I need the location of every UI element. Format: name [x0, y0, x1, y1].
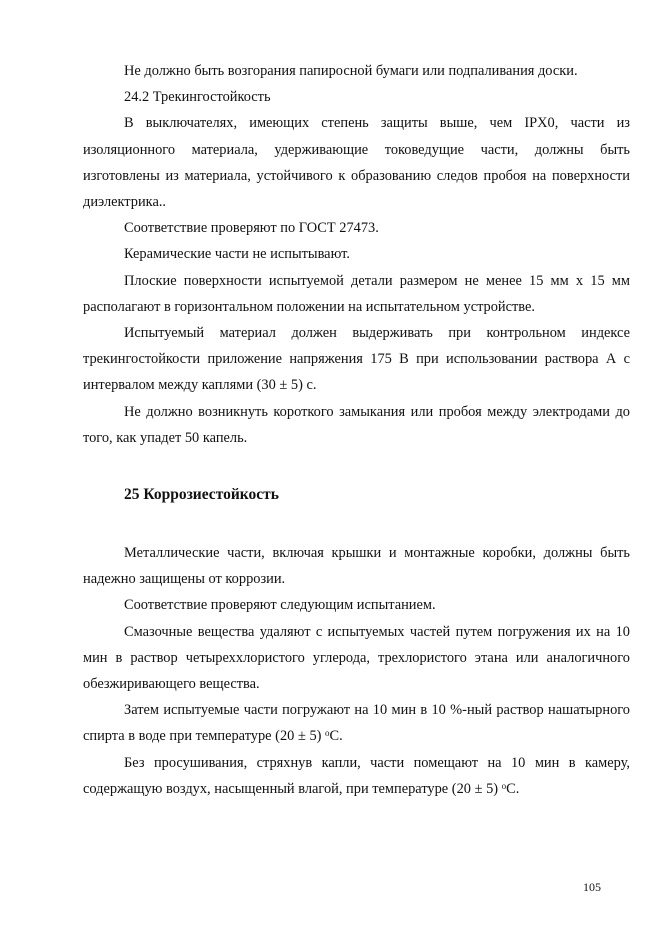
document-page	[83, 58, 630, 802]
chamber-text: Без просушивания, стряхнув капли, части помещают на 10 мин в камеру, содержащую воздух, насыщенный влагой, при температуре (20 ± 5)	[83, 754, 630, 797]
paragraph-ceramic-parts: Керамические части не испытывают.	[124, 246, 350, 263]
paragraph-insulating-material: В выключателях, имеющих степень защиты выше, чем IPX0, части из изоляционного материала, удерживающие токоведущие части, должны быть изготовлены из материала, устойчивого к образованию следов пробоя на поверхности диэлектрика..	[83, 115, 630, 211]
paragraph-humidity-chamber	[83, 750, 630, 802]
paragraph-gost-compliance: Соответствие проверяют по ГОСТ 27473.	[124, 220, 379, 237]
paragraph-metal-parts: Металлические части, включая крышки и монтажные коробки, должны быть надежно защищены от коррозии.	[83, 545, 630, 588]
paragraph-degreasing: Смазочные вещества удаляют с испытуемых частей путем погружения их на 10 мин в раствор четыреххлористого углерода, трехлористого этана или аналогичного обезжиривающего вещества.	[83, 623, 630, 693]
celsius-unit: С.	[506, 780, 520, 797]
subsection-heading-tracking-resistance: 24.2 Трекингостойкость	[124, 89, 271, 106]
degree-sign: o	[325, 728, 330, 739]
page-number: 105	[583, 880, 601, 894]
paragraph-no-ignition: Не должно быть возгорания папиросной бумаги или подпаливания доски.	[124, 63, 578, 79]
paragraph-no-short-circuit: Не должно возникнуть короткого замыкания или пробоя между электродами до того, как упадет 50 капель.	[83, 403, 630, 446]
celsius-unit: С.	[329, 728, 343, 745]
section-heading-corrosion-resistance: 25 Коррозиестойкость	[124, 486, 279, 504]
degree-sign: o	[501, 780, 507, 791]
paragraph-test-voltage: Испытуемый материал должен выдерживать при контрольном индексе трекингостойкости приложение напряжения 175 В при использовании раствора А с интервалом между каплями (30 ± 5) с.	[83, 325, 630, 394]
ammonia-text: Затем испытуемые части погружают на 10 мин в 10 %-ный раствор нашатырного спирта в воде при температуре (20 ± 5)	[83, 702, 630, 745]
paragraph-ammonia-solution	[83, 697, 630, 749]
paragraph-following-test: Соответствие проверяют следующим испытанием.	[124, 597, 436, 614]
paragraph-flat-surfaces: Плоские поверхности испытуемой детали размером не менее 15 мм х 15 мм располагают в горизонтальном положении на испытательном устройстве.	[83, 272, 630, 315]
